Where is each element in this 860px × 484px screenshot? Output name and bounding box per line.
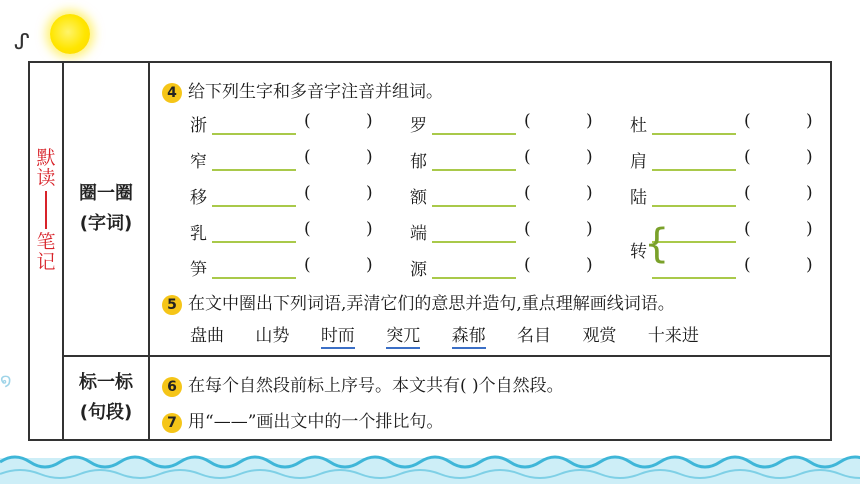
category-subtitle: (句段) bbox=[79, 402, 133, 423]
word-item-underlined: 森郁 bbox=[452, 321, 486, 349]
pinyin-paren-close: ) bbox=[806, 183, 813, 203]
section-label-char: 笔 bbox=[36, 231, 56, 253]
answer-line[interactable] bbox=[652, 205, 736, 207]
question-text: 在文中圈出下列词语,弄清它们的意思并造句,重点理解画线词语。 bbox=[188, 294, 675, 314]
answer-line[interactable] bbox=[212, 133, 296, 135]
pinyin-paren-open: ( bbox=[524, 147, 531, 167]
answer-line[interactable] bbox=[212, 241, 296, 243]
answer-line[interactable] bbox=[432, 205, 516, 207]
answer-line[interactable] bbox=[212, 205, 296, 207]
answer-line[interactable] bbox=[432, 133, 516, 135]
pinyin-paren-close: ) bbox=[586, 255, 593, 275]
wave-border bbox=[0, 448, 860, 484]
brace-icon: { bbox=[644, 221, 670, 267]
category-sentences bbox=[64, 368, 148, 428]
category-title: 标一标 bbox=[79, 372, 133, 393]
pinyin-paren-close: ) bbox=[806, 147, 813, 167]
question-number-badge: 5 bbox=[162, 295, 182, 315]
question-number-badge: 7 bbox=[162, 413, 182, 433]
answer-line[interactable] bbox=[652, 169, 736, 171]
bird-icon: ᔑ bbox=[14, 30, 30, 55]
section-label bbox=[30, 63, 62, 357]
pinyin-paren-open: ( bbox=[744, 111, 751, 131]
word-item-underlined: 突兀 bbox=[386, 321, 420, 349]
notes-table bbox=[28, 61, 832, 441]
sun-decoration bbox=[50, 14, 90, 54]
character-item: 乳 bbox=[190, 224, 207, 244]
character-item: 窄 bbox=[190, 152, 207, 172]
word-item: 观赏 bbox=[582, 326, 617, 346]
character-item: 移 bbox=[190, 188, 207, 208]
pinyin-paren-open: ( bbox=[304, 147, 311, 167]
section-label-char: 记 bbox=[36, 251, 56, 273]
pinyin-paren-open: ( bbox=[304, 183, 311, 203]
pinyin-paren-close: ) bbox=[586, 219, 593, 239]
character-item: 陆 bbox=[630, 188, 647, 208]
word-item-underlined: 时而 bbox=[321, 321, 355, 349]
polyphone-character: 转 bbox=[630, 242, 647, 262]
pinyin-paren-close: ) bbox=[366, 147, 373, 167]
question-7 bbox=[162, 407, 443, 433]
pinyin-paren-close: ) bbox=[586, 183, 593, 203]
row-divider bbox=[62, 355, 830, 357]
question-6 bbox=[162, 371, 564, 397]
answer-line[interactable] bbox=[432, 169, 516, 171]
answer-line[interactable] bbox=[432, 241, 516, 243]
character-item: 罗 bbox=[410, 116, 427, 136]
pinyin-paren-open: ( bbox=[744, 183, 751, 203]
character-item: 肩 bbox=[630, 152, 647, 172]
question-number-badge: 6 bbox=[162, 377, 182, 397]
pinyin-paren-open: ( bbox=[524, 111, 531, 131]
pinyin-paren-close: ) bbox=[586, 111, 593, 131]
character-item: 杜 bbox=[630, 116, 647, 136]
pinyin-paren-close: ) bbox=[366, 219, 373, 239]
section-label-bar bbox=[45, 191, 47, 229]
character-item: 郁 bbox=[410, 152, 427, 172]
pinyin-paren-open: ( bbox=[524, 183, 531, 203]
word-item: 山势 bbox=[255, 326, 290, 346]
pinyin-paren-close: ) bbox=[586, 147, 593, 167]
word-item: 名目 bbox=[517, 326, 552, 346]
pinyin-paren-open: ( bbox=[304, 219, 311, 239]
pinyin-paren-open: ( bbox=[744, 147, 751, 167]
section-label-char: 读 bbox=[36, 167, 56, 189]
question-4 bbox=[162, 77, 443, 103]
question-5 bbox=[162, 289, 675, 315]
pinyin-paren-open: ( bbox=[524, 255, 531, 275]
pinyin-paren-open: ( bbox=[744, 219, 751, 239]
word-item: 盘曲 bbox=[190, 326, 224, 346]
pinyin-paren-open: ( bbox=[304, 111, 311, 131]
question-text: 给下列生字和多音字注音并组词。 bbox=[188, 82, 443, 102]
character-item: 额 bbox=[410, 188, 427, 208]
question-text: 在每个自然段前标上序号。本文共有( )个自然段。 bbox=[188, 376, 564, 396]
pinyin-paren-open: ( bbox=[524, 219, 531, 239]
word-item: 十来进 bbox=[647, 326, 699, 346]
pinyin-paren-close: ) bbox=[806, 255, 813, 275]
pinyin-paren-close: ) bbox=[806, 219, 813, 239]
category-words bbox=[64, 179, 148, 239]
pinyin-paren-close: ) bbox=[806, 111, 813, 131]
pinyin-paren-open: ( bbox=[304, 255, 311, 275]
divider bbox=[148, 63, 150, 439]
section-label-char: 默 bbox=[36, 147, 56, 169]
pinyin-paren-close: ) bbox=[366, 183, 373, 203]
answer-line[interactable] bbox=[212, 277, 296, 279]
question-text: 用“——”画出文中的一个排比句。 bbox=[188, 412, 444, 432]
answer-line[interactable] bbox=[432, 277, 516, 279]
answer-line[interactable] bbox=[652, 277, 736, 279]
character-item: 端 bbox=[410, 224, 427, 244]
pinyin-paren-close: ) bbox=[366, 255, 373, 275]
character-item: 源 bbox=[410, 260, 427, 280]
pinyin-paren-close: ) bbox=[366, 111, 373, 131]
category-subtitle: (字词) bbox=[79, 213, 133, 234]
pinyin-paren-open: ( bbox=[744, 255, 751, 275]
category-title: 圈一圈 bbox=[79, 183, 133, 204]
word-list bbox=[190, 321, 725, 349]
swirl-decoration: ໑ bbox=[0, 370, 12, 391]
character-item: 笋 bbox=[190, 260, 207, 280]
answer-line[interactable] bbox=[212, 169, 296, 171]
question-number-badge: 4 bbox=[162, 83, 182, 103]
character-item: 浙 bbox=[190, 116, 207, 136]
answer-line[interactable] bbox=[652, 133, 736, 135]
